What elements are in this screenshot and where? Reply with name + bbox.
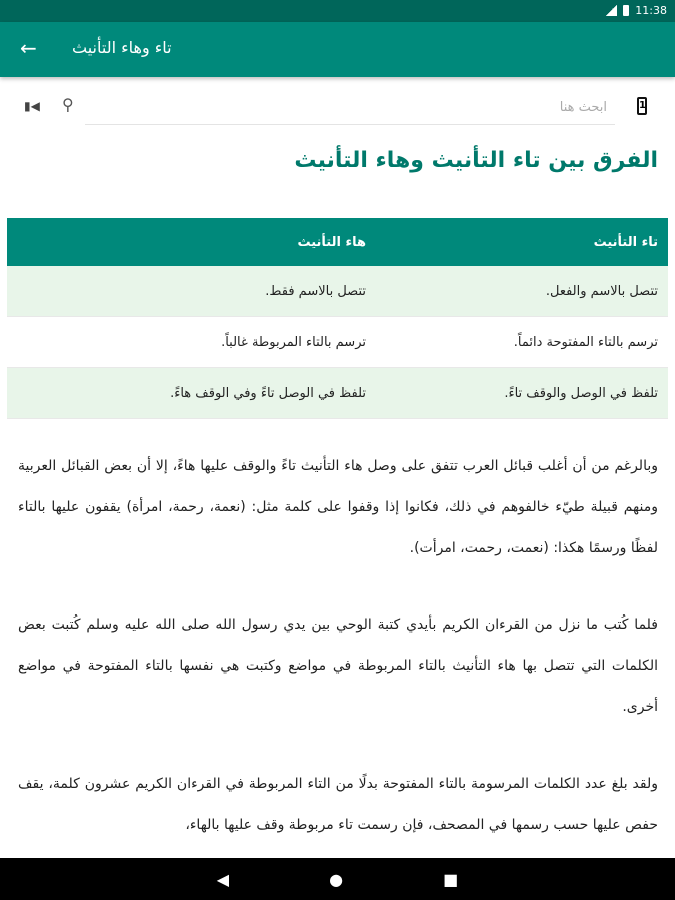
table-cell: تتصل بالاسم فقط. bbox=[7, 266, 376, 317]
table-cell: ترسم بالتاء المفتوحة دائماً. bbox=[376, 317, 668, 368]
back-arrow-icon[interactable]: ← bbox=[20, 36, 37, 60]
nav-recents-icon[interactable]: ■ bbox=[443, 869, 459, 889]
signal-icon bbox=[605, 5, 617, 16]
status-time: 11:38 bbox=[635, 4, 667, 17]
table-row bbox=[7, 317, 668, 368]
page-indicator-icon[interactable]: 1 bbox=[637, 97, 647, 115]
app-bar bbox=[0, 22, 675, 77]
paragraph: فلما كُتب ما نزل من القرءان الكريم بأيدي كتبة الوحي بين يدي رسول الله صلى الله عليه وسلم كُتبت بعض الكلمات التي تتصل بها هاء التأنيث بالتاء المربوطة في مواضع وكتبت هي نفسها بالتاء المفتوحة في مواضع أخرى. bbox=[18, 617, 658, 715]
nav-home-icon[interactable]: ● bbox=[329, 869, 344, 889]
nav-back-icon[interactable]: ◀ bbox=[216, 869, 230, 889]
navigation-bar bbox=[0, 858, 675, 900]
status-bar bbox=[0, 0, 675, 22]
battery-icon bbox=[623, 5, 629, 16]
search-icon[interactable]: ⚲ bbox=[62, 95, 74, 114]
skip-to-first-icon[interactable]: ▮◀ bbox=[24, 99, 40, 113]
table-cell: ترسم بالتاء المربوطة غالباً. bbox=[7, 317, 376, 368]
app-title: تاء وهاء التأنيث bbox=[72, 38, 172, 57]
paragraph: ولقد بلغ عدد الكلمات المرسومة بالتاء المفتوحة بدلًا من التاء المربوطة في القرءان الكريم عشرون كلمة، يقف حفص عليها حسب رسمها في المصحف، فإن رسمت تاء مربوطة وقف عليها بالهاء، bbox=[18, 776, 658, 833]
table-cell: تلفظ في الوصل والوقف تاءً. bbox=[376, 368, 668, 419]
table-cell: تلفظ في الوصل تاءً وفي الوقف هاءً. bbox=[7, 368, 376, 419]
table-header bbox=[7, 218, 668, 266]
article-body bbox=[18, 446, 658, 882]
table-row bbox=[7, 368, 668, 419]
header-cell: هاء التأنيث bbox=[7, 218, 376, 266]
comparison-table bbox=[7, 218, 668, 419]
table-cell: تتصل بالاسم والفعل. bbox=[376, 266, 668, 317]
search-bar bbox=[0, 85, 675, 131]
search-input[interactable] bbox=[85, 91, 615, 125]
header-cell: تاء التأنيث bbox=[376, 218, 668, 266]
paragraph: وبالرغم من أن أغلب قبائل العرب تتفق على وصل هاء التأنيث تاءً والوقف عليها هاءً، إلا أن بعض القبائل العربية ومنهم قبيلة طيّء خالفوهم في ذلك، فكانوا إذا وقفوا على كلمة مثل: (نعمة، رحمة، امرأة) يقفون عليها بالتاء لفظًا ورسمًا هكذا: (نعمت، رحمت، امرأت). bbox=[18, 458, 658, 556]
table-row bbox=[7, 266, 668, 317]
page-title: الفرق بين تاء التأنيث وهاء التأنيث bbox=[294, 148, 658, 173]
